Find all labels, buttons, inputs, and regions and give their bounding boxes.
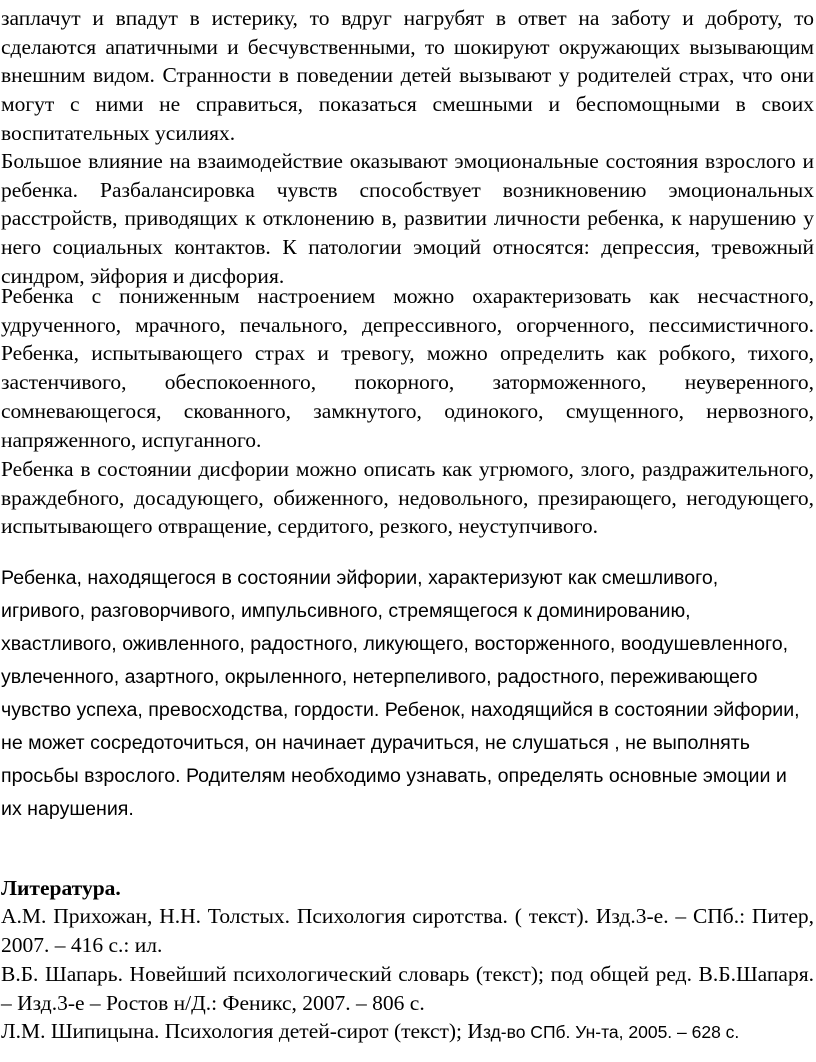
paragraph-euphoria: Ребенка, находящегося в состоянии эйфории, характеризуют как смешливого, игривого, разговорчивого, импульсивного, стремящегося к доминированию, хвастливого, оживленного, радостного, ликующего, восторженного, воодушевленного, увлеченного, азартного, окрыленного, нетерпеливого, радостного, переживающего чувство успеха, превосходства, гордости. Ребенок, находящийся в состоянии эйфории, не может сосредоточиться, он начинает дурачиться, не слушаться , не выполнять просьбы взрослого. Родителям необходимо узнавать, определять основные эмоции и их нарушения. (1, 567, 800, 820)
paragraph-dysphoria: Ребенка в состоянии дисфории можно описать как угрюмого, злого, раздражительного, враждебного, досадующего, обиженного, недовольного, презирающего, негодующего, испытывающего отвращение, сердитого, резкого, неуступчивого. (1, 457, 814, 539)
reference-item-main: Л.М. Шипицына. Психология детей-сирот (текст); И (1, 1019, 483, 1043)
reference-item: А.М. Прихожан, Н.Н. Толстых. Психология сиротства. ( текст). Изд.3-е. – СПб.: Питер, 2007. – 416 с.: ил. (1, 904, 814, 957)
paragraph-emotional-states: Большое влияние на взаимодействие оказывают эмоциональные состояния взрослого и ребенка. Разбалансировка чувств способствует возникновению эмоциональных расстройств, приводящих к отклонению в, развитии личности ребенка, к нарушению у него социальных контактов. К патологии эмоций относятся: депрессия, тревожный синдром, эйфория и дисфория. (1, 149, 814, 288)
literature-heading: Литература. (1, 876, 121, 900)
reference-item-last (1, 1017, 814, 1047)
reference-item: В.Б. Шапарь. Новейший психологический словарь (текст); под общей ред. В.Б.Шапаря. – Изд.3-е – Ростов н/Д.: Феникс, 2007. – 806 с. (1, 962, 814, 1015)
paragraph-intro-continuation: заплачут и впадут в истерику, то вдруг нагрубят в ответ на заботу и доброту, то сделаются апатичными и бесчувственными, то шокируют окружающих вызывающим внешним видом. Странности в поведении детей вызывают у родителей страх, что они могут с ними не справиться, показаться смешными и беспомощными в своих воспитательных усилиях. (1, 6, 814, 145)
reference-item-tail: зд-во СПб. Ун-та, 2005. – 628 с. (482, 1022, 740, 1042)
paragraph-low-mood-and-anxiety: Ребенка с пониженным настроением можно охарактеризовать как несчастного, удрученного, мрачного, печального, депрессивного, огорченного, пессимистичного. Ребенка, испытывающего страх и тревогу, можно определить как робкого, тихого, застенчивого, обеспокоенного, покорного, заторможенного, неуверенного, сомневающегося, скованного, замкнутого, одинокого, смущенного, нервозного, напряженного, испуганного. (1, 284, 814, 452)
